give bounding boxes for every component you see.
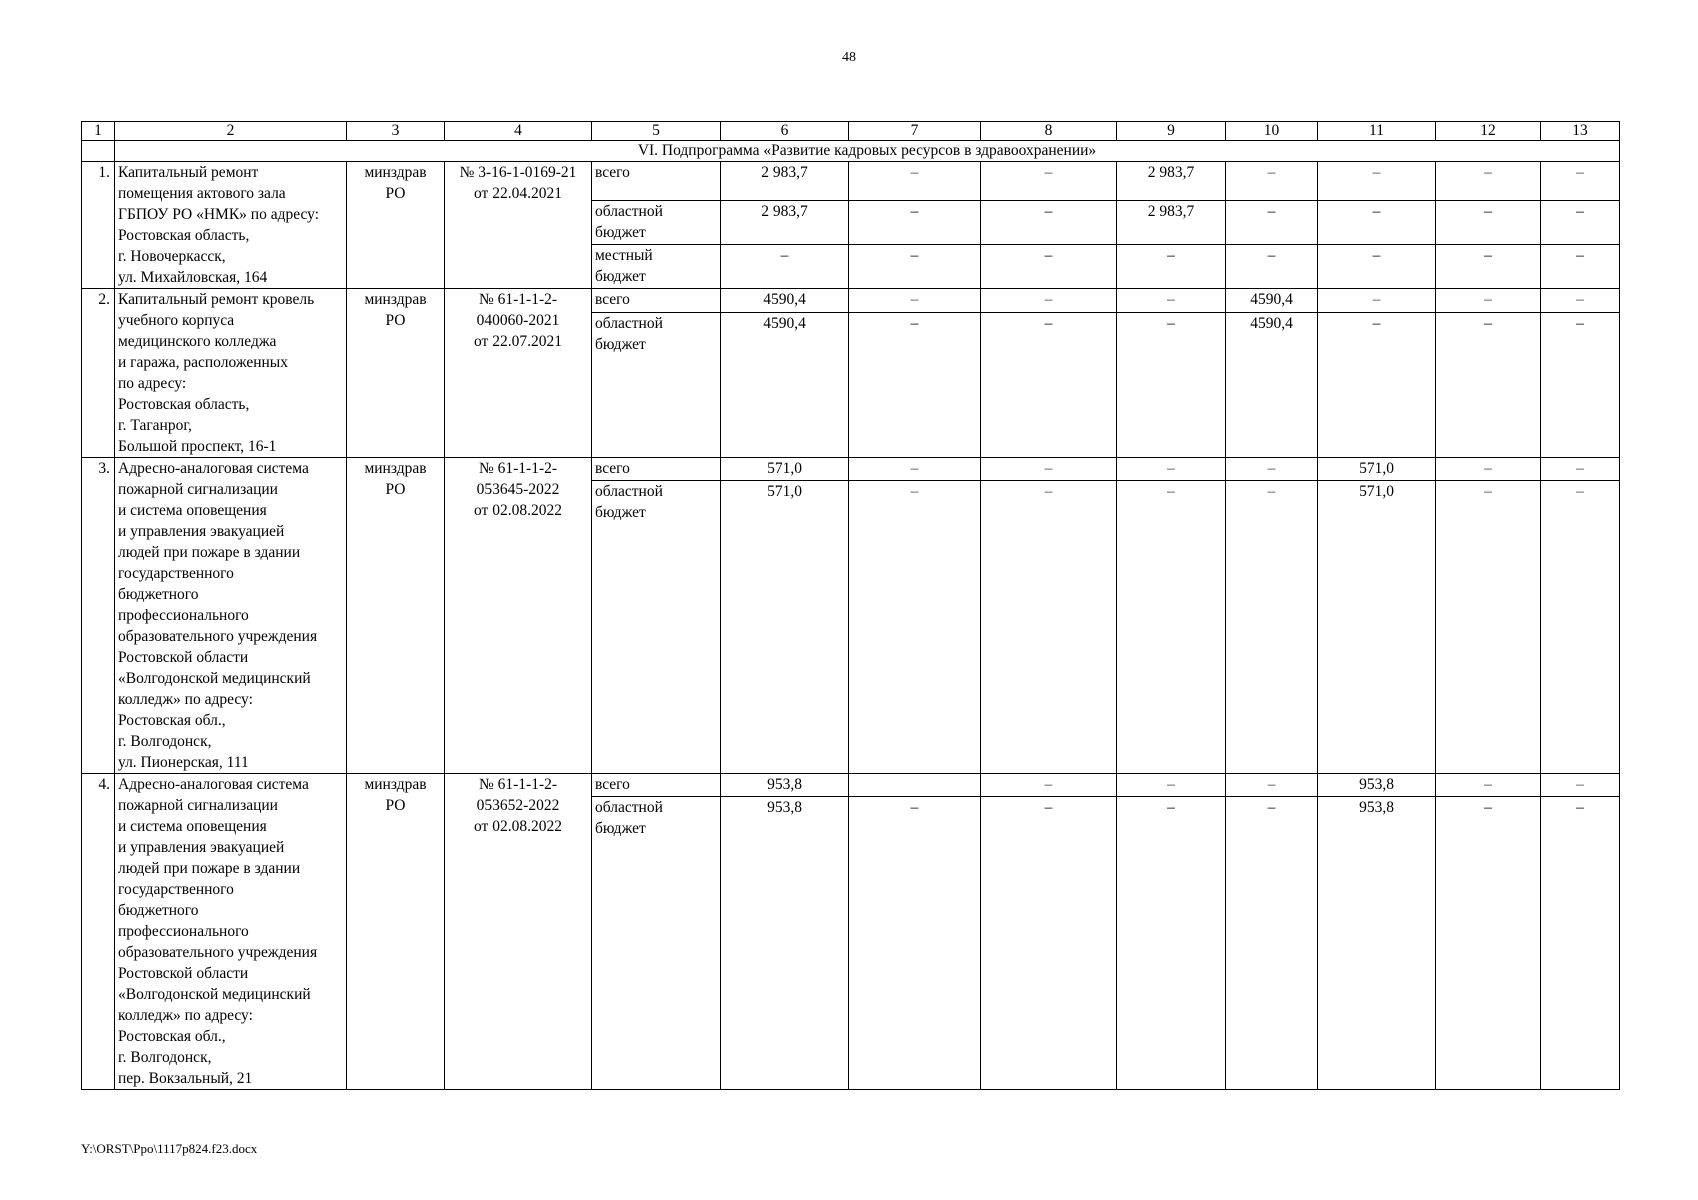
amount-cell — [721, 774, 849, 797]
funding-source: областной бюджет — [592, 481, 721, 774]
table-row — [82, 289, 1620, 313]
dash-value: – — [1167, 483, 1175, 501]
dash-value: – — [1267, 202, 1276, 220]
amount-cell — [1436, 774, 1541, 797]
section-spacer — [82, 141, 115, 162]
dash-value: – — [1044, 776, 1053, 793]
amount-cell — [721, 200, 849, 244]
table-row — [82, 162, 1620, 201]
dash-value: – — [910, 164, 919, 181]
agency: минздрав РО — [347, 774, 445, 1090]
amount-cell — [981, 162, 1117, 201]
dash-value: – — [1576, 776, 1584, 793]
funding-source: местный бюджет — [592, 244, 721, 288]
amount-cell — [981, 200, 1117, 244]
amount-cell — [1117, 797, 1226, 1090]
document-number: № 3-16-1-0169-21 от 22.04.2021 — [445, 162, 592, 289]
amount-cell — [1436, 200, 1541, 244]
agency: минздрав РО — [347, 458, 445, 774]
object-name: Адресно-аналоговая система пожарной сигнализации и система оповещения и управления эвакуацией людей при пожаре в здании государственного бюджетного профессионального образовательного учреждения Ростовской области «Волгодонской медицинский колледж» по адресу: Ростовская обл., г. Волгодонск, пер. Вокзальный, 21 — [115, 774, 347, 1090]
dash-value: – — [910, 460, 919, 477]
amount-cell — [849, 774, 981, 797]
amount-cell — [1436, 458, 1541, 481]
funding-source: всего — [592, 458, 721, 481]
dash-value: – — [1576, 460, 1584, 477]
page-number: 48 — [842, 50, 856, 65]
column-header: 3 — [347, 122, 445, 141]
dash-value: – — [1372, 202, 1381, 220]
amount-cell — [1541, 774, 1620, 797]
amount-cell — [721, 797, 849, 1090]
amount-cell — [1226, 289, 1318, 313]
dash-value: – — [1576, 799, 1584, 817]
dash-value: – — [1484, 460, 1492, 477]
amount-cell — [721, 289, 849, 313]
dash-value: – — [910, 483, 919, 501]
financing-table — [81, 121, 1620, 1090]
dash-value: – — [1576, 483, 1584, 501]
amount-cell — [1436, 313, 1541, 458]
funding-source: всего — [592, 162, 721, 201]
funding-source: областной бюджет — [592, 797, 721, 1090]
amount-cell — [1117, 162, 1226, 201]
dash-value: – — [1372, 291, 1381, 308]
amount-cell — [849, 313, 981, 458]
dash-value: – — [1372, 246, 1381, 264]
object-name: Капитальный ремонт помещения актового зала ГБПОУ РО «НМК» по адресу: Ростовская область, г. Новочеркасск, ул. Михайловская, 164 — [115, 162, 347, 289]
funding-source: всего — [592, 774, 721, 797]
amount-cell — [721, 481, 849, 774]
dash-value: – — [1372, 315, 1381, 333]
file-path-footer: Y:\ORST\Ppo\1117p824.f23.docx — [81, 1141, 258, 1156]
amount-cell — [1117, 774, 1226, 797]
row-number: 2. — [82, 289, 115, 458]
dash-value: – — [1576, 246, 1584, 264]
dash-value: – — [910, 799, 919, 817]
amount-value: 2 983,7 — [1147, 202, 1195, 220]
amount-cell — [981, 458, 1117, 481]
document-number: № 61-1-1-2- 053652-2022 от 02.08.2022 — [445, 774, 592, 1090]
amount-cell — [849, 481, 981, 774]
amount-cell — [1318, 289, 1436, 313]
amount-cell — [1226, 162, 1318, 201]
amount-cell — [849, 200, 981, 244]
dash-value: – — [1484, 483, 1492, 501]
dash-value: – — [1044, 164, 1053, 181]
amount-cell — [721, 162, 849, 201]
amount-cell — [1117, 481, 1226, 774]
column-header: 12 — [1436, 122, 1541, 141]
amount-cell — [1318, 481, 1436, 774]
amount-cell — [981, 774, 1117, 797]
amount-value: 571,0 — [767, 460, 802, 477]
amount-cell — [1318, 458, 1436, 481]
amount-cell — [1541, 244, 1620, 288]
document-number: № 61-1-1-2- 040060-2021 от 22.07.2021 — [445, 289, 592, 458]
dash-value: – — [1167, 246, 1175, 264]
amount-cell — [1117, 244, 1226, 288]
amount-cell — [1541, 458, 1620, 481]
amount-cell — [981, 481, 1117, 774]
amount-cell — [1541, 797, 1620, 1090]
amount-value: 4590,4 — [763, 291, 806, 308]
amount-cell — [849, 289, 981, 313]
amount-cell — [1436, 162, 1541, 201]
amount-cell — [1117, 313, 1226, 458]
amount-cell — [1117, 458, 1226, 481]
amount-cell — [1318, 797, 1436, 1090]
amount-cell — [1541, 481, 1620, 774]
dash-value: – — [1044, 460, 1053, 477]
dash-value: – — [1372, 164, 1381, 181]
dash-value: – — [1267, 164, 1276, 181]
amount-cell — [1226, 797, 1318, 1090]
dash-value: – — [910, 315, 919, 333]
funding-source: всего — [592, 289, 721, 313]
amount-cell — [1541, 162, 1620, 201]
column-header: 11 — [1318, 122, 1436, 141]
dash-value: – — [1576, 202, 1584, 220]
amount-cell — [721, 458, 849, 481]
amount-cell — [1318, 313, 1436, 458]
funding-source: областной бюджет — [592, 313, 721, 458]
amount-cell — [1541, 200, 1620, 244]
amount-cell — [1226, 313, 1318, 458]
dash-value: – — [1484, 799, 1492, 817]
amount-cell — [1436, 481, 1541, 774]
dash-value: – — [1576, 164, 1584, 181]
dash-value: – — [1484, 164, 1492, 181]
dash-value: – — [1167, 315, 1175, 333]
dash-value: – — [1044, 315, 1053, 333]
dash-value: – — [1484, 202, 1492, 220]
dash-value: – — [1167, 291, 1175, 308]
dash-value: – — [910, 202, 919, 220]
amount-cell — [1226, 481, 1318, 774]
dash-value: – — [1267, 483, 1276, 501]
agency: минздрав РО — [347, 289, 445, 458]
dash-value: – — [1484, 246, 1492, 264]
column-header: 7 — [849, 122, 981, 141]
column-header: 1 — [82, 122, 115, 141]
amount-cell — [1436, 244, 1541, 288]
dash-value: – — [1044, 202, 1053, 220]
dash-value: – — [1044, 799, 1053, 817]
column-header: 4 — [445, 122, 592, 141]
dash-value: – — [1167, 460, 1175, 477]
amount-value: 4590,4 — [763, 315, 806, 333]
amount-cell — [1226, 244, 1318, 288]
amount-value: 2 983,7 — [761, 202, 808, 220]
dash-value: – — [1167, 799, 1175, 817]
column-number-row — [82, 122, 1620, 141]
dash-value: – — [910, 291, 919, 308]
amount-cell — [1541, 313, 1620, 458]
amount-value: 2 983,7 — [761, 164, 808, 181]
funding-source: областной бюджет — [592, 200, 721, 244]
section-row — [82, 141, 1620, 162]
dash-value: – — [1044, 246, 1053, 264]
object-name: Адресно-аналоговая система пожарной сигнализации и система оповещения и управления эвакуацией людей при пожаре в здании государственного бюджетного профессионального образовательного учреждения Ростовской области «Волгодонской медицинский колледж» по адресу: Ростовская обл., г. Волгодонск, ул. Пионерская, 111 — [115, 458, 347, 774]
dash-value: – — [1267, 460, 1276, 477]
amount-cell — [981, 797, 1117, 1090]
section-title: VI. Подпрограмма «Развитие кадровых ресурсов в здравоохранении» — [115, 141, 1620, 162]
dash-value: – — [1044, 483, 1053, 501]
row-number: 1. — [82, 162, 115, 289]
amount-value: 4590,4 — [1250, 291, 1293, 308]
column-header: 6 — [721, 122, 849, 141]
agency: минздрав РО — [347, 162, 445, 289]
amount-cell — [1226, 200, 1318, 244]
amount-value: 4590,4 — [1250, 315, 1293, 333]
dash-value: – — [910, 246, 919, 264]
amount-cell — [1226, 458, 1318, 481]
amount-cell — [849, 162, 981, 201]
amount-value: 571,0 — [1359, 483, 1394, 501]
dash-value: – — [780, 246, 789, 264]
row-number: 4. — [82, 774, 115, 1090]
document-number: № 61-1-1-2- 053645-2022 от 02.08.2022 — [445, 458, 592, 774]
amount-cell — [721, 244, 849, 288]
amount-cell — [1226, 774, 1318, 797]
amount-cell — [849, 244, 981, 288]
object-name: Капитальный ремонт кровель учебного корпуса медицинского колледжа и гаража, расположенных по адресу: Ростовская область, г. Таганрог, Большой проспект, 16-1 — [115, 289, 347, 458]
amount-value: 571,0 — [1359, 460, 1394, 477]
table-row — [82, 458, 1620, 481]
amount-cell — [1117, 200, 1226, 244]
row-number: 3. — [82, 458, 115, 774]
amount-value: 953,8 — [1359, 799, 1394, 817]
amount-cell — [1541, 289, 1620, 313]
amount-cell — [1117, 289, 1226, 313]
dash-value: – — [1267, 776, 1276, 793]
dash-value: – — [1267, 799, 1276, 817]
dash-value: – — [1484, 291, 1492, 308]
dash-value: – — [1576, 291, 1584, 308]
column-header: 9 — [1117, 122, 1226, 141]
column-header: 13 — [1541, 122, 1620, 141]
amount-value: 953,8 — [1359, 776, 1394, 793]
amount-cell — [1318, 774, 1436, 797]
dash-value: – — [1484, 315, 1492, 333]
amount-value: 953,8 — [767, 799, 802, 817]
dash-value: – — [1267, 246, 1276, 264]
dash-value: – — [1576, 315, 1584, 333]
amount-cell — [1318, 244, 1436, 288]
amount-value: 571,0 — [767, 483, 802, 501]
amount-value: 2 983,7 — [1147, 164, 1195, 181]
amount-cell — [849, 797, 981, 1090]
amount-cell — [1318, 162, 1436, 201]
column-header: 8 — [981, 122, 1117, 141]
dash-value: – — [1044, 291, 1053, 308]
amount-cell — [981, 244, 1117, 288]
amount-cell — [981, 289, 1117, 313]
column-header: 2 — [115, 122, 347, 141]
column-header: 10 — [1226, 122, 1318, 141]
amount-cell — [1318, 200, 1436, 244]
column-header: 5 — [592, 122, 721, 141]
amount-cell — [1436, 289, 1541, 313]
amount-cell — [981, 313, 1117, 458]
amount-value: 953,8 — [767, 776, 802, 793]
amount-cell — [1436, 797, 1541, 1090]
dash-value: – — [1484, 776, 1492, 793]
amount-cell — [849, 458, 981, 481]
dash-value: – — [1167, 776, 1175, 793]
table-row — [82, 774, 1620, 797]
amount-cell — [721, 313, 849, 458]
